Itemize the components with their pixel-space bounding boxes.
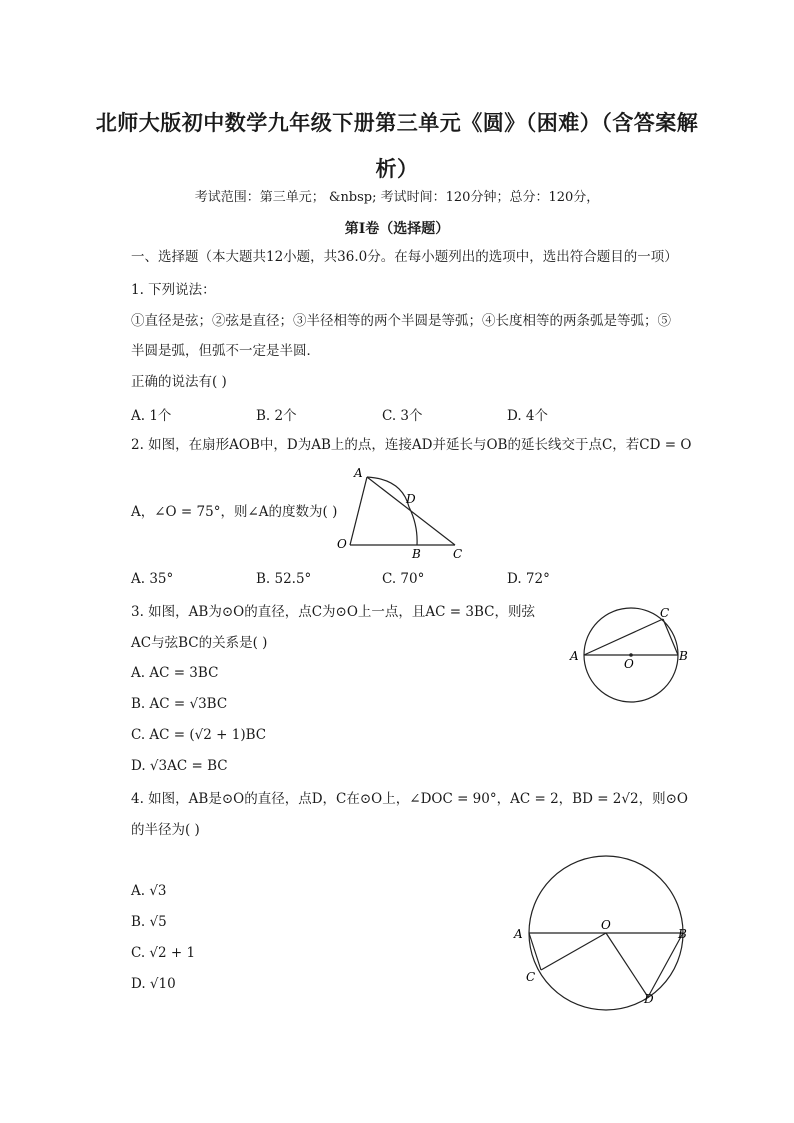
q2-label-d: D [406, 492, 416, 506]
q2-label-c: C [453, 547, 463, 561]
q4-chord-bd [648, 933, 683, 997]
q2-option-b[interactable]: B. 52.5° [256, 571, 312, 587]
q3-option-d[interactable]: D. √3AC = BC [131, 758, 228, 774]
part-header: 一、选择题（本大题共12小题，共36.0分。在每小题列出的选项中，选出符合题目的一项） [131, 249, 678, 265]
q3-label-c: C [660, 606, 670, 620]
q2-label-b: B [412, 547, 421, 561]
q4-label-c: C [526, 970, 536, 984]
q4-option-c[interactable]: C. √2 + 1 [131, 945, 196, 961]
q2-segment-oa [350, 477, 367, 545]
q4-option-a[interactable]: A. √3 [131, 883, 167, 899]
q4-label-o: O [601, 918, 611, 932]
q2-stem-cont: A，∠O = 75°，则∠A的度数为( ) [131, 504, 338, 520]
q3-option-a[interactable]: A. AC = 3BC [131, 665, 219, 681]
q4-radius-oc [541, 933, 606, 970]
q3-chord-bc [663, 619, 678, 655]
q3-label-b: B [679, 649, 688, 663]
q1-prompt: 正确的说法有( ) [131, 374, 227, 390]
q2-label-o: O [337, 537, 347, 551]
section-title: 第I卷（选择题） [344, 221, 450, 237]
q4-label-b: B [678, 927, 687, 941]
q1-option-d[interactable]: D. 4个 [507, 408, 549, 424]
q4-stem-cont: 的半径为( ) [131, 822, 200, 838]
title-line-1: 北师大版初中数学九年级下册第三单元《圆》（困难）（含答案解 [95, 110, 699, 135]
q3-circle-figure [565, 600, 700, 710]
exam-meta: 考试范围：第三单元； &nbsp; 考试时间：120分钟；总分：120分， [194, 190, 600, 205]
q1-option-c[interactable]: C. 3个 [382, 408, 423, 424]
q3-label-a: A [570, 649, 579, 663]
document-title [90, 100, 704, 192]
q4-option-b[interactable]: B. √5 [131, 914, 167, 930]
q4-radius-od [606, 933, 648, 997]
q4-label-d: D [644, 992, 654, 1006]
q1-statements: ①直径是弦；②弦是直径；③半径相等的两个半圆是等弧；④长度相等的两条弧是等弧；⑤ [131, 313, 671, 329]
q2-stem: 2. 如图，在扇形AOB中，D为AB上的点，连接AD并延长与OB的延长线交于点C，若CD = O [131, 437, 692, 453]
q2-arc-ab [367, 477, 417, 545]
title-line-2: 析） [375, 156, 419, 181]
q4-label-a: A [514, 927, 523, 941]
q4-stem: 4. 如图，AB是⊙O的直径，点D，C在⊙O上，∠DOC = 90°，AC = 2，BD = 2√2，则⊙O [131, 791, 688, 807]
q2-option-a[interactable]: A. 35° [131, 571, 174, 587]
q2-label-a: A [354, 466, 363, 480]
q1-option-b[interactable]: B. 2个 [256, 408, 297, 424]
q3-stem: 3. 如图，AB为⊙O的直径，点C为⊙O上一点，且AC = 3BC，则弦 [131, 604, 535, 620]
q3-stem-cont: AC与弦BC的关系是( ) [131, 635, 268, 651]
q1-stem: 1. 下列说法： [131, 282, 216, 298]
q1-statements-cont: 半圆是弧，但弧不一定是半圆． [131, 343, 320, 359]
q2-option-d[interactable]: D. 72° [507, 571, 550, 587]
q4-option-d[interactable]: D. √10 [131, 976, 176, 992]
q3-option-c[interactable]: C. AC = (√2 + 1)BC [131, 727, 267, 743]
q1-option-a[interactable]: A. 1个 [131, 408, 172, 424]
q4-circle-figure [510, 853, 700, 1013]
q2-sector-figure [330, 465, 470, 563]
q2-option-c[interactable]: C. 70° [382, 571, 425, 587]
q3-option-b[interactable]: B. AC = √3BC [131, 696, 228, 712]
q3-label-o: O [624, 657, 634, 671]
